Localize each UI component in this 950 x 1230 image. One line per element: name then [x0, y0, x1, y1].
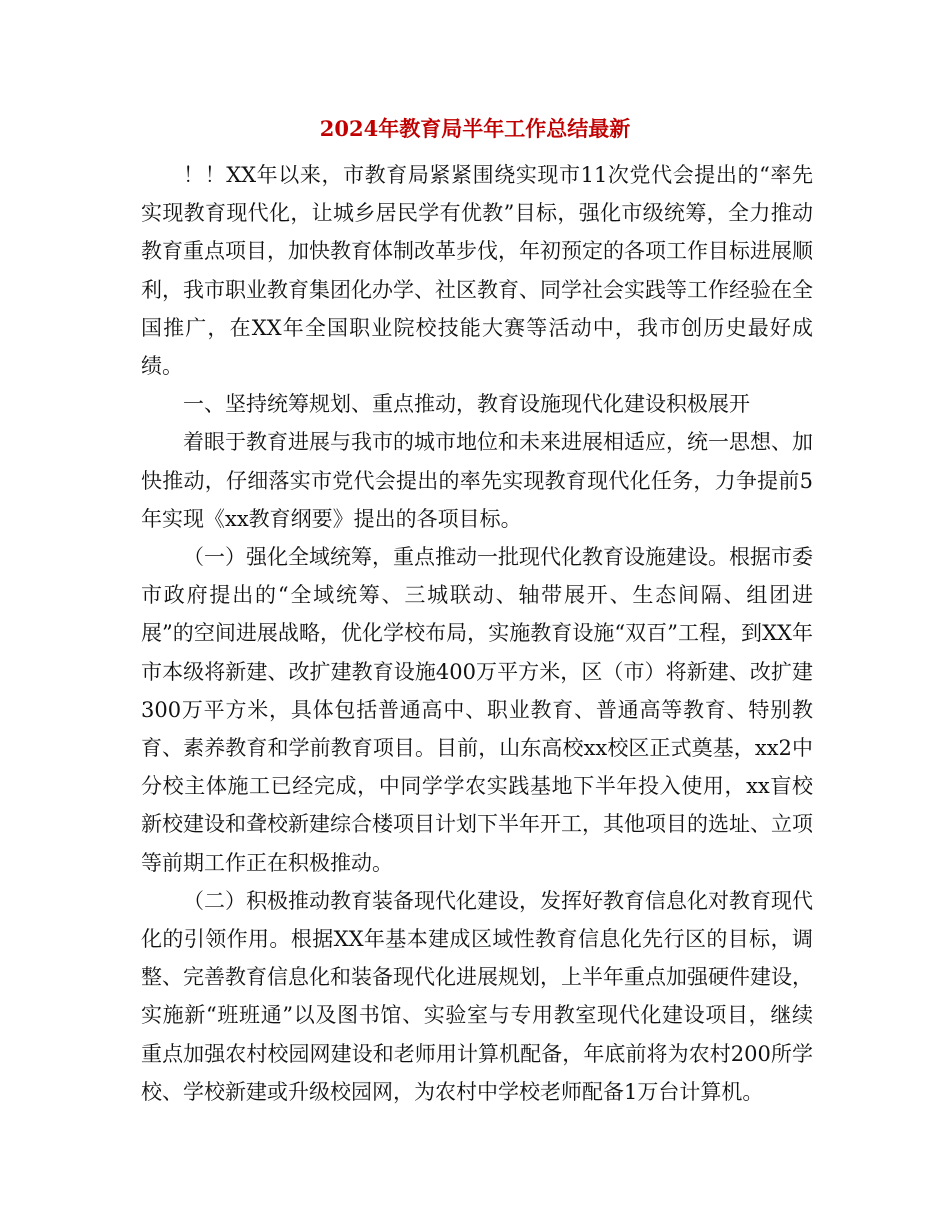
- paragraph-section-1: 着眼于教育进展与我市的城市地位和未来进展相适应，统一思想、加快推动，仔细落实市党代会提出的率先实现教育现代化任务，力争提前5年实现《xx教育纲要》提出的各项目标。: [141, 430, 813, 531]
- paragraph-intro: ！！XX年以来，市教育局紧紧围绕实现市11次党代会提出的“率先实现教育现代化，让城乡居民学有优教”目标，强化市级统筹，全力推动教育重点项目，加快教育体制改革步伐，年初预定的各项工作目标进展顺利，我市职业教育集团化办学、社区教育、同学社会实践等工作经验在全国推广，在XX年全国职业院校技能大赛等活动中，我市创历史最好成绩。: [141, 163, 813, 379]
- document-title: 2024年教育局半年工作总结最新: [319, 116, 631, 141]
- paragraph-subsection-1: （一）强化全域统筹，重点推动一批现代化教育设施建设。根据市委市政府提出的“全域统筹、三城联动、轴带展开、生态间隔、组团进展”的空间进展战略，优化学校布局，实施教育设施“双百”工程，到XX年市本级将新建、改扩建教育设施400万平方米，区（市）将新建、改扩建300万平方米，具体包括普通高中、职业教育、普通高等教育、特别教育、素养教育和学前教育项目。目前，山东高校xx校区正式奠基，xx2中分校主体施工已经完成，中同学学农实践基地下半年投入使用，xx盲校新校建设和聋校新建综合楼项目计划下半年开工，其他项目的选址、立项等前期工作正在积极推动。: [141, 545, 813, 875]
- section-heading-1: 一、坚持统筹规划、重点推动，教育设施现代化建设积极展开: [183, 392, 750, 417]
- document-body: [141, 156, 813, 1111]
- paragraph-subsection-2: （二）积极推动教育装备现代化建设，发挥好教育信息化对教育现代化的引领作用。根据XX年基本建成区域性教育信息化先行区的目标，调整、完善教育信息化和装备现代化进展规划，上半年重点加强硬件建设，实施新“班班通”以及图书馆、实验室与专用教室现代化建设项目，继续重点加强农村校园网建设和老师用计算机配备，年底前将为农村200所学校、学校新建或升级校园网，为农村中学校老师配备1万台计算机。: [141, 888, 813, 1104]
